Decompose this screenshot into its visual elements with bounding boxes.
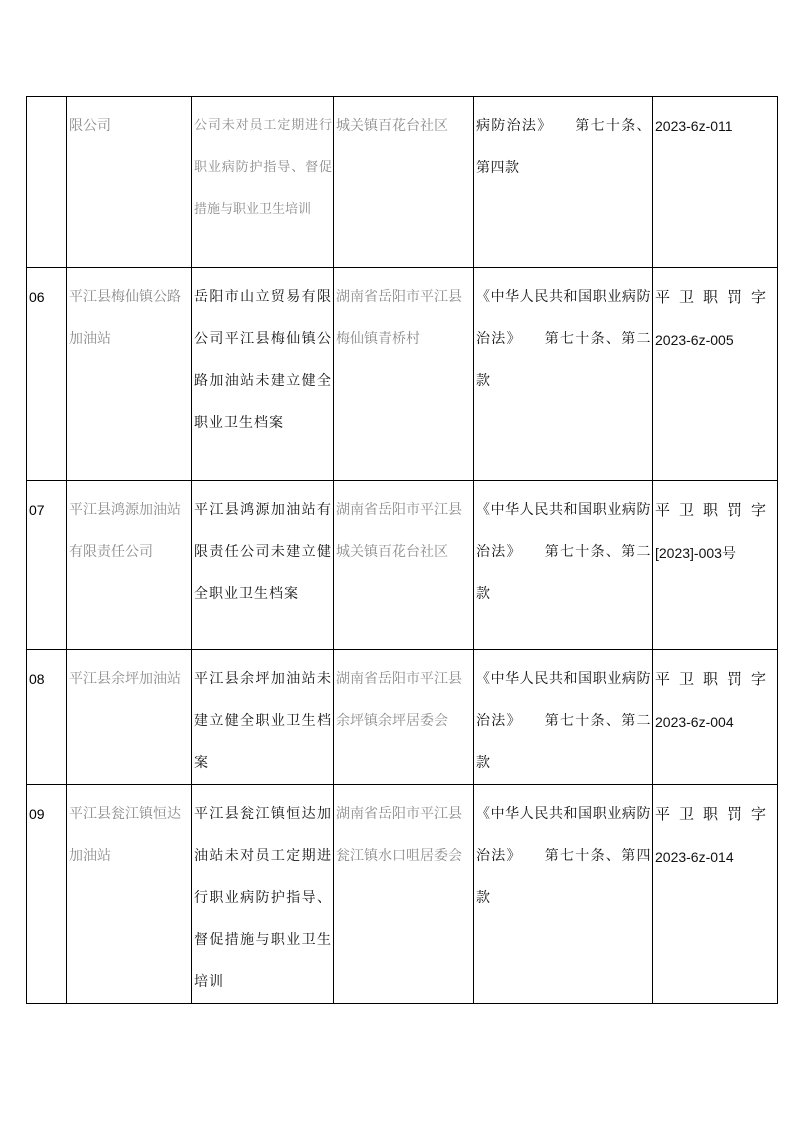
document-number: 2023-6z-011 — [655, 118, 733, 134]
legal-basis — [474, 268, 653, 481]
legal-basis-part-b: 第七十条、第四款 — [476, 118, 651, 176]
company-address: 湖南省岳阳市平江县梅仙镇青桥村 — [334, 268, 474, 481]
document-number: 2023-6z-004 — [655, 714, 734, 730]
company-name: 平江县鸿源加油站有限责任公司 — [67, 481, 192, 650]
company-address: 湖南省岳阳市平江县城关镇百花台社区 — [334, 481, 474, 650]
table-row — [27, 481, 778, 650]
violation-description: 平江县余坪加油站未建立健全职业卫生档案 — [192, 650, 334, 785]
row-number: 06 — [27, 268, 67, 481]
row-number: 08 — [27, 650, 67, 785]
document-prefix: 平卫职罚字 — [655, 670, 776, 688]
document-number: 2023-6z-014 — [655, 849, 734, 865]
violation-description: 岳阳市山立贸易有限公司平江县梅仙镇公路加油站未建立健全职业卫生档案 — [192, 268, 334, 481]
company-name: 平江县瓮江镇恒达加油站 — [67, 785, 192, 1004]
legal-basis — [474, 481, 653, 650]
legal-basis-part-b: 第七十条、第二款 — [476, 713, 652, 771]
company-address: 城关镇百花台社区 — [334, 97, 474, 268]
document-number: 2023-6z-005 — [655, 332, 734, 348]
legal-basis-part-a: 《中华人民共和国职业病防治法》 — [476, 806, 651, 864]
document-prefix: 平卫职罚字 — [655, 805, 776, 823]
company-address: 湖南省岳阳市平江县瓮江镇水口咀居委会 — [334, 785, 474, 1004]
company-address: 湖南省岳阳市平江县余坪镇余坪居委会 — [334, 650, 474, 785]
row-number — [27, 97, 67, 268]
table-row — [27, 785, 778, 1004]
legal-basis-part-a: 《中华人民共和国职业病防治法》 — [476, 671, 651, 729]
legal-basis-part-b: 第七十条、第二款 — [476, 331, 652, 389]
row-number: 09 — [27, 785, 67, 1004]
table-row — [27, 97, 778, 268]
document-number-cell — [653, 650, 778, 785]
legal-basis — [474, 650, 653, 785]
legal-basis-part-a: 《中华人民共和国职业病防治法》 — [476, 502, 651, 560]
document-number-cell — [653, 785, 778, 1004]
document-prefix: 平卫职罚字 — [655, 501, 776, 519]
document-number-cell — [653, 97, 778, 268]
document-number: [2023]-003号 — [655, 545, 736, 561]
legal-basis-part-b: 第七十条、第四款 — [476, 848, 652, 906]
company-name: 平江县梅仙镇公路加油站 — [67, 268, 192, 481]
company-name: 平江县余坪加油站 — [67, 650, 192, 785]
row-number: 07 — [27, 481, 67, 650]
violation-description: 公司未对员工定期进行职业病防护指导、督促措施与职业卫生培训 — [192, 97, 334, 268]
table-row — [27, 268, 778, 481]
document-number-cell — [653, 481, 778, 650]
document-number-cell — [653, 268, 778, 481]
legal-basis — [474, 785, 653, 1004]
legal-basis-part-b: 第七十条、第二款 — [476, 544, 652, 602]
violation-description: 平江县鸿源加油站有限责任公司未建立健全职业卫生档案 — [192, 481, 334, 650]
legal-basis-part-a: 《中华人民共和国职业病防治法》 — [476, 289, 651, 347]
table-row — [27, 650, 778, 785]
penalty-table — [26, 96, 778, 1004]
company-name: 限公司 — [67, 97, 192, 268]
legal-basis-part-a: 病防治法》 — [476, 118, 553, 134]
violation-description: 平江县瓮江镇恒达加油站未对员工定期进行职业病防护指导、督促措施与职业卫生培训 — [192, 785, 334, 1004]
document-prefix: 平卫职罚字 — [655, 288, 776, 306]
legal-basis — [474, 97, 653, 268]
